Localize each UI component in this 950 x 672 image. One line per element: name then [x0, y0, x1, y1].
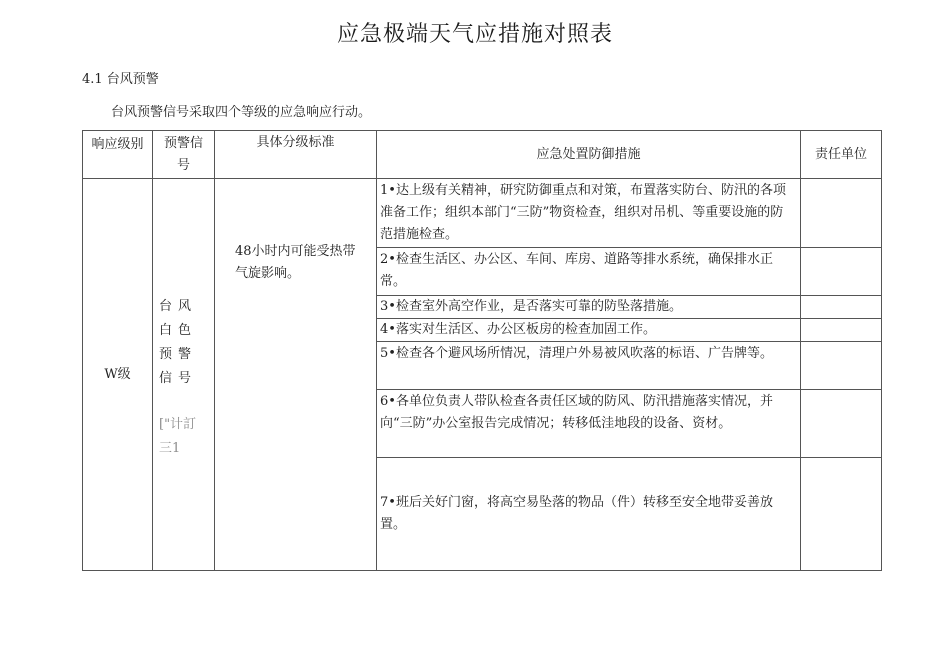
measure-item: 1•达上级有关精神，研究防御重点和对策，布置落实防台、防汛的各项准备工作；组织本部门“三防”物资检查，组织对吊机、等重要设施的防范措施检查。	[377, 179, 801, 248]
measure-item: 7•班后关好门窗，将高空易坠落的物品（件）转移至安全地带妥善放置。	[377, 458, 801, 571]
response-level-cell	[83, 179, 153, 571]
standard-text: 48小时内可能受热带气旋影响。	[235, 244, 356, 281]
document-title: 应急极端天气应措施对照表	[336, 22, 613, 47]
unit-cell	[801, 390, 882, 458]
measure-item: 3•检查室外高空作业，是否落实可靠的防坠落措施。	[377, 296, 801, 319]
signal-name: 台风白色预警信号	[159, 299, 198, 386]
table-row	[83, 179, 882, 248]
unit-cell	[801, 296, 882, 319]
response-table	[82, 130, 882, 571]
unit-cell	[801, 458, 882, 571]
unit-cell	[801, 179, 882, 248]
measure-item: 2•检查生活区、办公区、车间、库房、道路等排水系统，确保排水正常。	[377, 248, 801, 296]
section-heading: 4.1 台风预警	[82, 72, 159, 87]
header-level: 响应级别	[83, 131, 153, 179]
standard-cell	[215, 179, 377, 571]
signal-cell	[153, 179, 215, 571]
header-signal: 预警信号	[153, 131, 215, 179]
signal-mark-line: ["计訂	[159, 417, 197, 432]
unit-cell	[801, 248, 882, 296]
measure-item: 5•检查各个避风场所情况，清理户外易被风吹落的标语、广告牌等。	[377, 342, 801, 390]
measure-item: 4•落实对生活区、办公区板房的检查加固工作。	[377, 319, 801, 342]
measure-item: 6•各单位负责人带队检查各责任区域的防风、防汛措施落实情况，并向“三防”办公室报告完成情况；转移低洼地段的设备、资材。	[377, 390, 801, 458]
header-standard: 具体分级标准	[215, 131, 377, 179]
response-level: W级	[104, 367, 131, 382]
unit-cell	[801, 342, 882, 390]
signal-mark	[159, 413, 208, 461]
table-header-row	[83, 131, 882, 179]
header-measures: 应急处置防御措施	[377, 131, 801, 179]
signal-mark-line: 三1	[159, 441, 181, 456]
unit-cell	[801, 319, 882, 342]
intro-paragraph: 台风预警信号采取四个等级的应急响应行动。	[111, 105, 372, 120]
header-unit: 责任单位	[801, 131, 882, 179]
